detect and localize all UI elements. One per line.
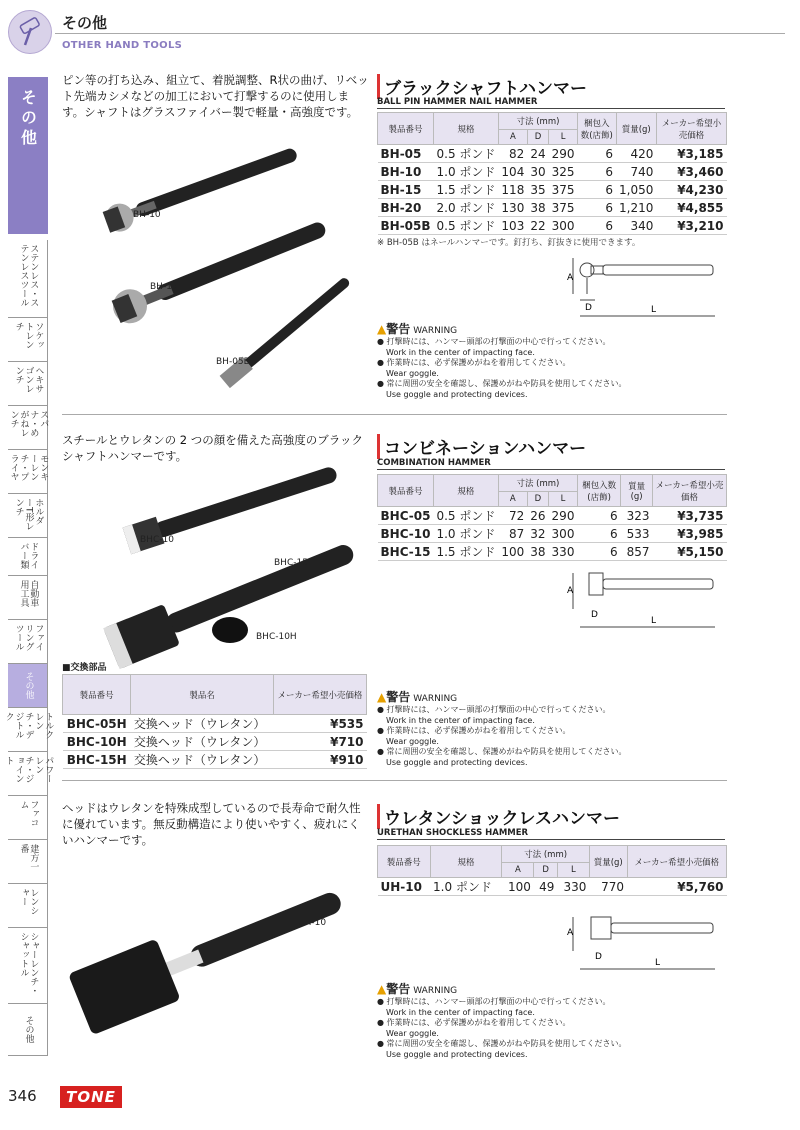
cell-name: 交換ヘッド（ウレタン） bbox=[131, 733, 274, 751]
warning-line: ● 常に周囲の安全を確認し、保護めがねや防具を使用してください。 bbox=[377, 747, 627, 756]
cell-a: 130 bbox=[498, 199, 527, 217]
warning-title: ▲警告 WARNING bbox=[377, 982, 458, 996]
warning-line: ● 作業時には、必ず保護めがねを着用してください。 bbox=[377, 358, 571, 367]
col-header: A bbox=[502, 863, 534, 878]
image-label: BHC-10 bbox=[140, 535, 174, 545]
section2-intro: スチールとウレタンの 2 つの顔を備えた高強度のブラックシャフトハンマーです。 bbox=[62, 433, 363, 463]
cell-model: BH-15 bbox=[378, 181, 434, 199]
sidebar-item[interactable]: モンキーレンチ・プライヤ bbox=[8, 450, 48, 494]
cell-spec: 1.5 ポンド bbox=[434, 181, 499, 199]
section2-subtitle: COMBINATION HAMMER bbox=[377, 458, 725, 470]
section-divider bbox=[62, 780, 727, 781]
cell-model: BH-05B bbox=[378, 217, 434, 235]
section1-note: ※ BH-05B はネールハンマーです。釘打ち、釘抜きに使用できます。 bbox=[377, 238, 641, 248]
col-header: 質量(g) bbox=[616, 113, 656, 145]
sidebar-item[interactable]: トルクレンチ・デジトルク bbox=[8, 708, 48, 752]
combination-hammer-image bbox=[82, 460, 362, 655]
col-header: 規格 bbox=[434, 113, 499, 145]
dimension-diagram bbox=[565, 250, 725, 322]
cell-pack: 6 bbox=[577, 525, 620, 543]
sidebar-item[interactable]: ホルダーT形レンチ bbox=[8, 494, 48, 538]
warning-line: ● 打撃時には、ハンマー頭部の打撃面の中心で行ってください。 bbox=[377, 997, 611, 1006]
col-header: 規格 bbox=[433, 475, 498, 507]
cell-mass: 340 bbox=[616, 217, 656, 235]
warning-line: ● 打撃時には、ハンマー頭部の打撃面の中心で行ってください。 bbox=[377, 705, 611, 714]
warning-title: ▲警告 WARNING bbox=[377, 690, 458, 704]
cell-price: ¥710 bbox=[273, 733, 366, 751]
section3-title: ウレタンショックレスハンマー bbox=[377, 804, 620, 829]
section3-spec-table bbox=[377, 845, 727, 896]
warning-line-en: Work in the center of impacting face. bbox=[386, 715, 535, 725]
cell-mass: 323 bbox=[621, 507, 653, 525]
col-header: D bbox=[534, 863, 558, 878]
image-label: BHC-15 bbox=[274, 558, 308, 568]
header-rule bbox=[55, 33, 785, 34]
warning-line: ● 作業時には、必ず保護めがねを着用してください。 bbox=[377, 1018, 571, 1027]
cell-d: 32 bbox=[527, 525, 548, 543]
dim-label-l: L bbox=[655, 958, 661, 968]
cell-price: ¥535 bbox=[273, 715, 366, 733]
cell-d: 22 bbox=[527, 217, 548, 235]
image-label: BH-05B bbox=[216, 357, 250, 367]
cell-spec: 0.5 ポンド bbox=[434, 217, 499, 235]
cell-l: 290 bbox=[549, 507, 578, 525]
sidebar-item[interactable]: その他 bbox=[8, 1004, 48, 1056]
col-header: 製品番号 bbox=[378, 475, 434, 507]
col-header: L bbox=[549, 492, 578, 507]
dim-label-d: D bbox=[585, 303, 592, 313]
col-header: 寸法 (mm) bbox=[502, 846, 590, 863]
cell-pack: 6 bbox=[578, 145, 617, 163]
replacement-parts-title: ■交換部品 bbox=[62, 663, 107, 673]
warning-box bbox=[377, 980, 707, 1060]
cell-a: 72 bbox=[498, 507, 527, 525]
table-row bbox=[63, 751, 367, 769]
section1-title: ブラックシャフトハンマー bbox=[377, 74, 587, 99]
cell-model: BHC-10H bbox=[63, 733, 131, 751]
cell-model: UH-10 bbox=[378, 878, 431, 896]
col-header: 寸法 (mm) bbox=[498, 475, 577, 492]
warning-line: ● 常に周囲の安全を確認し、保護めがねや防具を使用してください。 bbox=[377, 379, 627, 388]
tone-logo: TONE bbox=[60, 1086, 122, 1108]
cell-d: 38 bbox=[527, 199, 548, 217]
cell-pack: 6 bbox=[577, 507, 620, 525]
cell-mass: 420 bbox=[616, 145, 656, 163]
col-header: L bbox=[549, 130, 578, 145]
cell-d: 38 bbox=[527, 543, 548, 561]
table-row bbox=[378, 525, 727, 543]
cell-model: BHC-15 bbox=[378, 543, 434, 561]
cell-pack: 6 bbox=[578, 217, 617, 235]
cell-price: ¥3,985 bbox=[653, 525, 727, 543]
warning-line: ● 作業時には、必ず保護めがねを着用してください。 bbox=[377, 726, 571, 735]
cell-mass: 1,050 bbox=[616, 181, 656, 199]
warning-line-en: Wear goggle. bbox=[386, 736, 439, 746]
cell-d: 26 bbox=[527, 507, 548, 525]
cell-spec: 1.5 ポンド bbox=[433, 543, 498, 561]
sidebar-item-active[interactable]: その他 bbox=[8, 664, 48, 708]
cell-model: BHC-15H bbox=[63, 751, 131, 769]
col-header: 製品番号 bbox=[378, 846, 431, 878]
cell-pack: 6 bbox=[577, 543, 620, 561]
cell-price: ¥3,185 bbox=[656, 145, 726, 163]
cell-pack: 6 bbox=[578, 181, 617, 199]
sidebar-item[interactable]: スパナ・めがねレンチ bbox=[8, 406, 48, 450]
cell-spec: 1.0 ポンド bbox=[430, 878, 502, 896]
sidebar-item[interactable]: ドライバー類 bbox=[8, 538, 48, 576]
cell-model: BHC-05H bbox=[63, 715, 131, 733]
cell-name: 交換ヘッド（ウレタン） bbox=[131, 715, 274, 733]
cell-mass: 857 bbox=[621, 543, 653, 561]
col-header: 質量(g) bbox=[621, 475, 653, 507]
table-row bbox=[63, 715, 367, 733]
warning-title: ▲警告 WARNING bbox=[377, 322, 458, 336]
cell-mass: 740 bbox=[616, 163, 656, 181]
table-row bbox=[378, 878, 727, 896]
warning-line-en: Work in the center of impacting face. bbox=[386, 347, 535, 357]
table-row bbox=[378, 181, 727, 199]
table-row bbox=[378, 163, 727, 181]
cell-price: ¥3,460 bbox=[656, 163, 726, 181]
col-header: L bbox=[557, 863, 589, 878]
section1-intro: ピン等の打ち込み、組立て、着脱調整、R状の曲げ、リベット先端カシメなどの加工において打撃するのに使用します。シャフトはグラスファイバー製で軽量・高強度です。 bbox=[62, 73, 369, 119]
black-shaft-hammer-image bbox=[62, 125, 372, 385]
cell-spec: 1.0 ポンド bbox=[433, 525, 498, 543]
col-header: A bbox=[498, 492, 527, 507]
cell-mass: 1,210 bbox=[616, 199, 656, 217]
dim-label-a: A bbox=[567, 273, 574, 283]
section-divider bbox=[62, 414, 727, 415]
sidebar-item[interactable]: ファイリングツール bbox=[8, 620, 48, 664]
sidebar-item[interactable]: 建方一番 bbox=[8, 840, 48, 884]
table-row bbox=[378, 199, 727, 217]
warning-icon: ▲ bbox=[377, 690, 387, 704]
cell-a: 103 bbox=[498, 217, 527, 235]
cell-model: BHC-10 bbox=[378, 525, 434, 543]
warning-line-en: Use goggle and protecting devices. bbox=[386, 757, 528, 767]
dim-label-d: D bbox=[591, 610, 598, 620]
cell-d: 35 bbox=[527, 181, 548, 199]
table-row bbox=[63, 733, 367, 751]
cell-model: BH-05 bbox=[378, 145, 434, 163]
table-row bbox=[378, 543, 727, 561]
col-header: メーカー希望小売価格 bbox=[656, 113, 726, 145]
warning-line-en: Wear goggle. bbox=[386, 368, 439, 378]
cell-d: 24 bbox=[527, 145, 548, 163]
warning-icon: ▲ bbox=[377, 322, 387, 336]
col-header: メーカー希望小売価格 bbox=[273, 675, 366, 715]
cell-spec: 2.0 ポンド bbox=[434, 199, 499, 217]
warning-line-en: Wear goggle. bbox=[386, 1028, 439, 1038]
replacement-parts-table bbox=[62, 674, 367, 769]
cell-l: 290 bbox=[549, 145, 578, 163]
cell-model: BHC-05 bbox=[378, 507, 434, 525]
cell-model: BH-20 bbox=[378, 199, 434, 217]
cell-l: 300 bbox=[549, 217, 578, 235]
page-category-subtitle: OTHER HAND TOOLS bbox=[62, 40, 183, 51]
dim-label-l: L bbox=[651, 616, 657, 626]
warning-line-en: Work in the center of impacting face. bbox=[386, 1007, 535, 1017]
col-header: 製品名 bbox=[131, 675, 274, 715]
dimension-diagram bbox=[565, 565, 725, 633]
cell-l: 330 bbox=[557, 878, 589, 896]
cell-a: 82 bbox=[498, 145, 527, 163]
cell-spec: 0.5 ポンド bbox=[434, 145, 499, 163]
page-number: 346 bbox=[8, 1087, 37, 1105]
cell-name: 交換ヘッド（ウレタン） bbox=[131, 751, 274, 769]
sidebar-item[interactable]: ヘキサゴンレンチ bbox=[8, 362, 48, 406]
sidebar-active-category[interactable]: その他 bbox=[8, 77, 48, 234]
cell-model: BH-10 bbox=[378, 163, 434, 181]
sidebar-item[interactable]: 自動車用工具 bbox=[8, 576, 48, 620]
cell-l: 330 bbox=[549, 543, 578, 561]
cell-d: 49 bbox=[534, 878, 558, 896]
warning-line: ● 常に周囲の安全を確認し、保護めがねや防具を使用してください。 bbox=[377, 1039, 627, 1048]
cell-a: 100 bbox=[502, 878, 534, 896]
section1-subtitle: BALL PIN HAMMER NAIL HAMMER bbox=[377, 97, 725, 109]
col-header: 規格 bbox=[430, 846, 502, 878]
cell-a: 104 bbox=[498, 163, 527, 181]
section1-spec-table bbox=[377, 112, 727, 235]
section3-intro: ヘッドはウレタンを特殊成型しているので長寿命で耐久性に優れています。無反動構造により使いやすく、疲れにくいハンマーです。 bbox=[62, 801, 361, 847]
warning-box bbox=[377, 320, 707, 400]
cell-spec: 0.5 ポンド bbox=[433, 507, 498, 525]
cell-price: ¥5,760 bbox=[627, 878, 726, 896]
col-header: メーカー希望小売価格 bbox=[627, 846, 726, 878]
sidebar-item[interactable]: シャーレンチ・シャットル bbox=[8, 928, 48, 1004]
cell-l: 300 bbox=[549, 525, 578, 543]
section2-title: コンビネーションハンマー bbox=[377, 434, 586, 459]
col-header: A bbox=[498, 130, 527, 145]
col-header: 梱包入数(店飾) bbox=[578, 113, 617, 145]
image-label: UH-10 bbox=[298, 918, 327, 928]
warning-icon: ▲ bbox=[377, 982, 387, 996]
cell-price: ¥5,150 bbox=[653, 543, 727, 561]
warning-line: ● 打撃時には、ハンマー頭部の打撃面の中心で行ってください。 bbox=[377, 337, 611, 346]
table-row bbox=[378, 507, 727, 525]
dimension-diagram bbox=[565, 907, 725, 975]
sidebar-item[interactable]: ソケットレンチ bbox=[8, 318, 48, 362]
page-category-title: その他 bbox=[62, 14, 108, 32]
warning-box bbox=[377, 688, 707, 768]
image-label: BH-10 bbox=[133, 210, 161, 220]
cell-price: ¥4,855 bbox=[656, 199, 726, 217]
warning-line-en: Use goggle and protecting devices. bbox=[386, 389, 528, 399]
cell-a: 118 bbox=[498, 181, 527, 199]
cell-a: 100 bbox=[498, 543, 527, 561]
dim-label-a: A bbox=[567, 928, 574, 938]
cell-d: 30 bbox=[527, 163, 548, 181]
sidebar-item[interactable]: ファコム bbox=[8, 796, 48, 840]
col-header: 製品番号 bbox=[63, 675, 131, 715]
col-header: D bbox=[527, 492, 548, 507]
dim-label-d: D bbox=[595, 952, 602, 962]
section3-subtitle: URETHAN SHOCKLESS HAMMER bbox=[377, 828, 725, 840]
col-header: 梱包入数(店飾) bbox=[577, 475, 620, 507]
cell-l: 375 bbox=[549, 181, 578, 199]
col-header: 質量(g) bbox=[589, 846, 627, 878]
warning-line-en: Use goggle and protecting devices. bbox=[386, 1049, 528, 1059]
cell-pack: 6 bbox=[578, 199, 617, 217]
table-row bbox=[378, 217, 727, 235]
col-header: 寸法 (mm) bbox=[498, 113, 577, 130]
cell-spec: 1.0 ポンド bbox=[434, 163, 499, 181]
cell-l: 375 bbox=[549, 199, 578, 217]
col-header: メーカー希望小売価格 bbox=[653, 475, 727, 507]
image-label: BHC-10H bbox=[256, 632, 297, 642]
cell-mass: 533 bbox=[621, 525, 653, 543]
urethan-hammer-image bbox=[62, 865, 362, 1055]
dim-label-a: A bbox=[567, 586, 574, 596]
dim-label-l: L bbox=[651, 305, 657, 315]
hammer-icon bbox=[8, 10, 52, 54]
sidebar-item[interactable]: レンシャー bbox=[8, 884, 48, 928]
image-label: BH-15 bbox=[150, 282, 178, 292]
sidebar-item[interactable]: ステンレス・ステンレスツール bbox=[8, 240, 48, 318]
cell-mass: 770 bbox=[589, 878, 627, 896]
cell-price: ¥910 bbox=[273, 751, 366, 769]
section2-spec-table bbox=[377, 474, 727, 561]
cell-price: ¥4,230 bbox=[656, 181, 726, 199]
cell-price: ¥3,210 bbox=[656, 217, 726, 235]
table-row bbox=[378, 145, 727, 163]
cell-l: 325 bbox=[549, 163, 578, 181]
cell-a: 87 bbox=[498, 525, 527, 543]
col-header: D bbox=[527, 130, 548, 145]
col-header: 製品番号 bbox=[378, 113, 434, 145]
cell-pack: 6 bbox=[578, 163, 617, 181]
cell-price: ¥3,735 bbox=[653, 507, 727, 525]
sidebar-item[interactable]: パワーレンチ・ジョイント bbox=[8, 752, 48, 796]
sidebar bbox=[3, 240, 54, 1056]
